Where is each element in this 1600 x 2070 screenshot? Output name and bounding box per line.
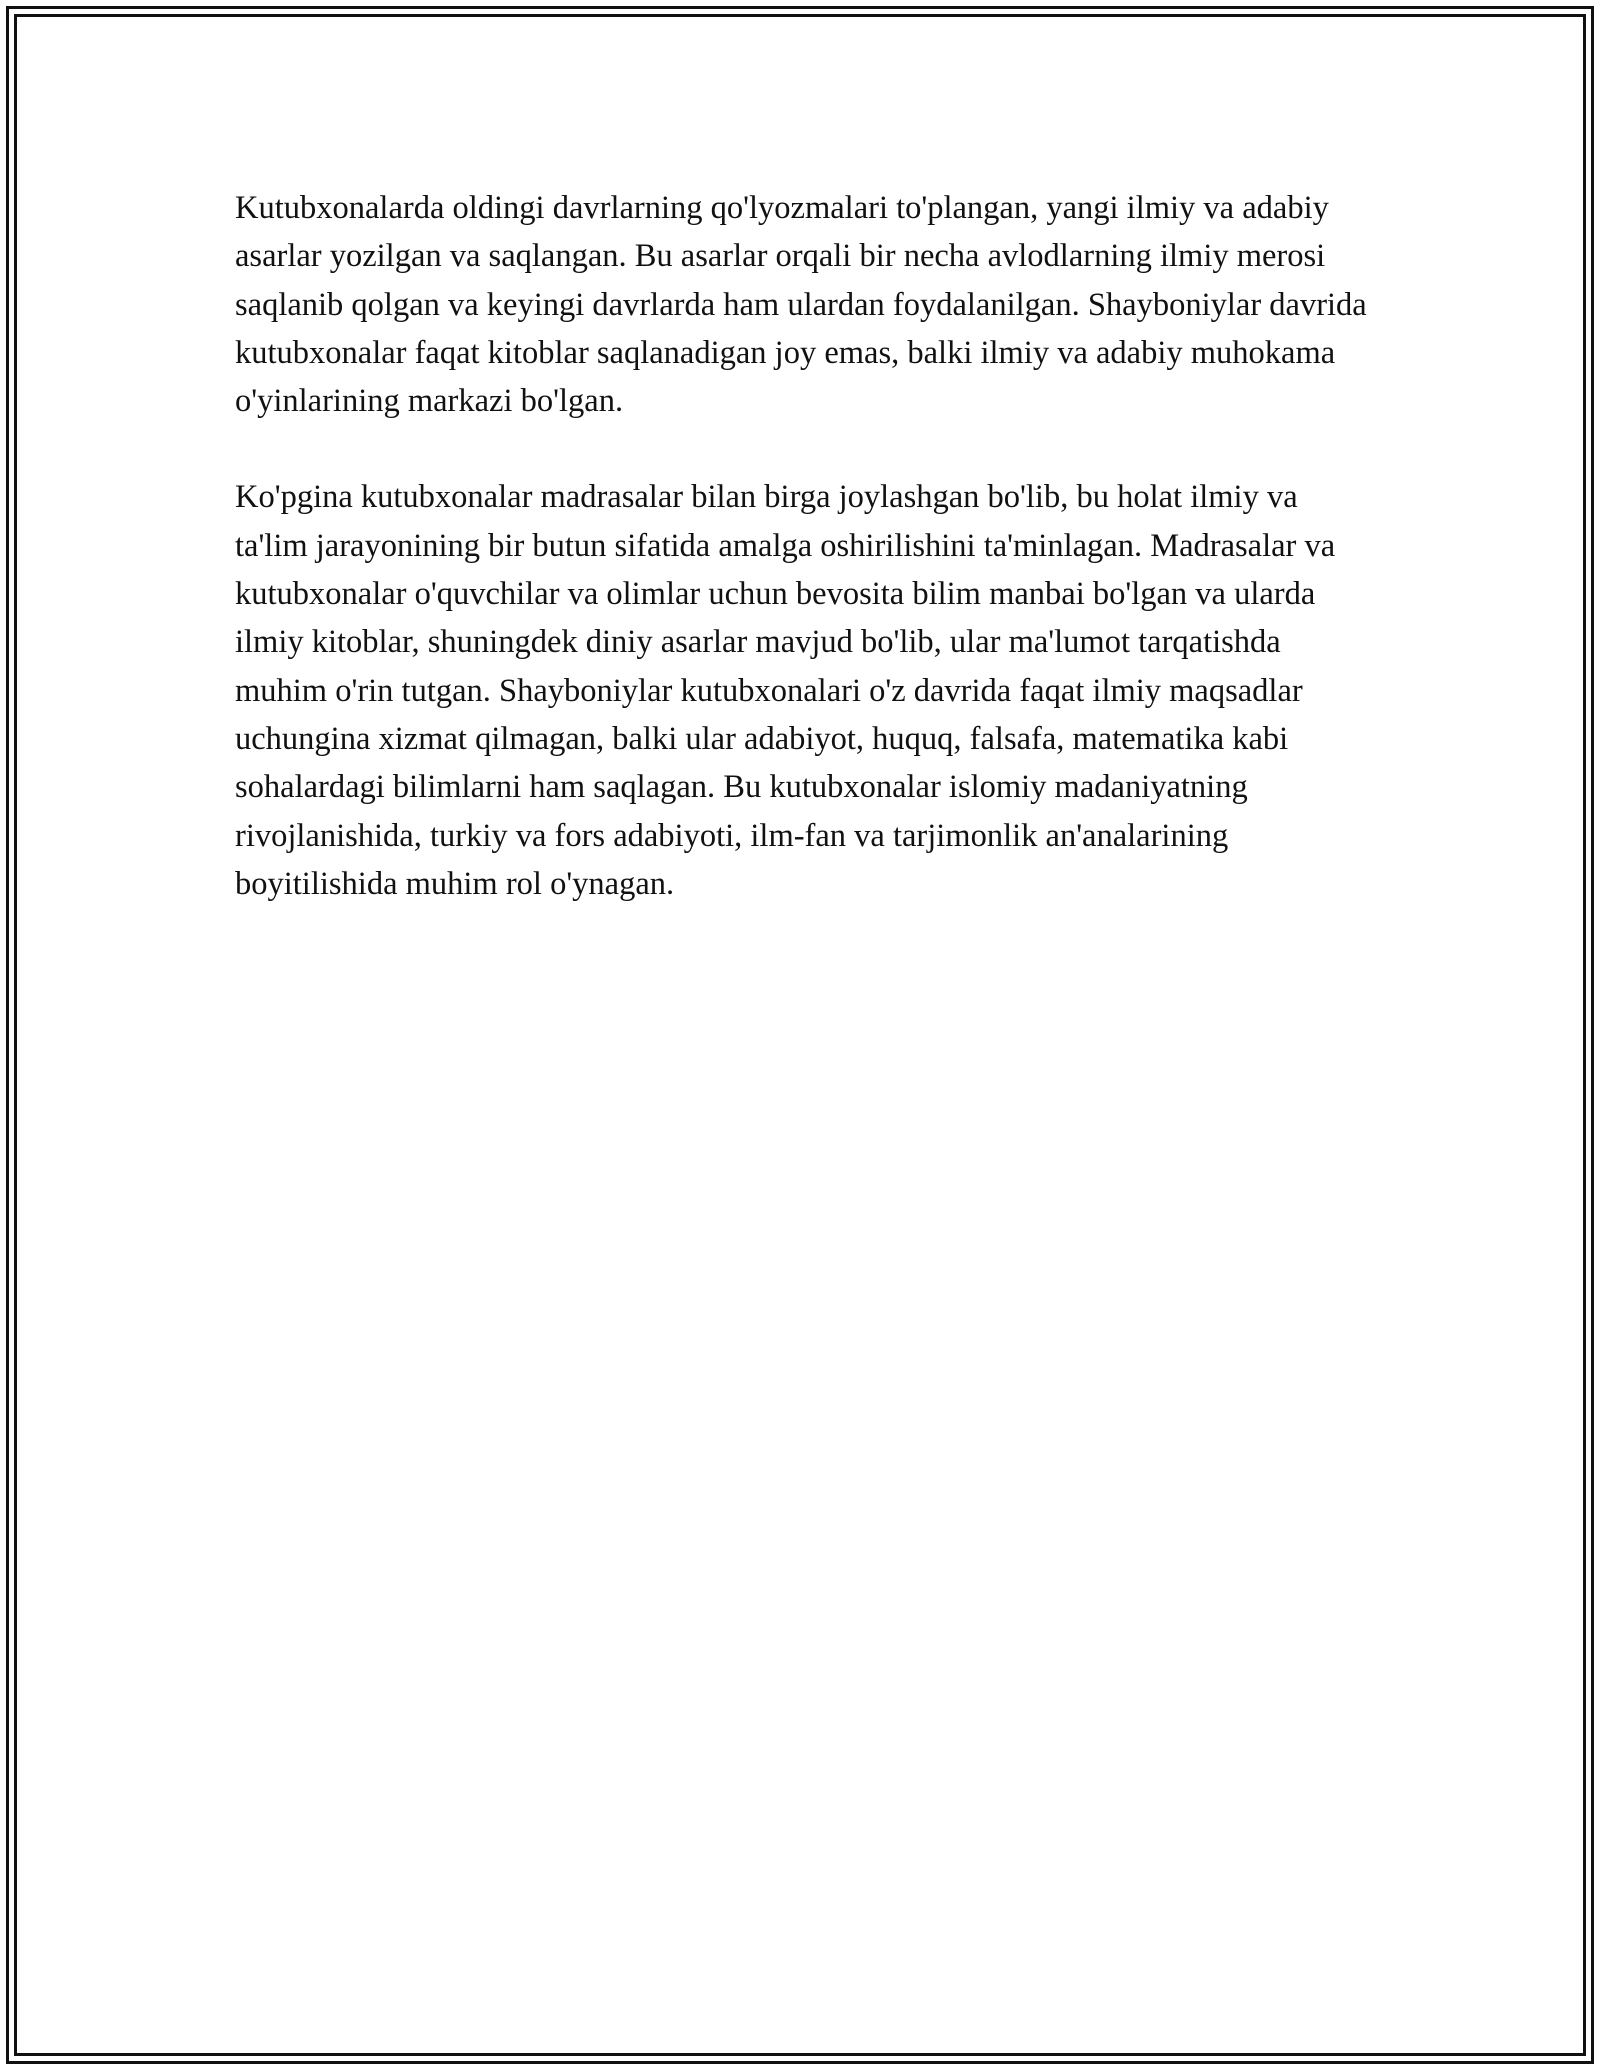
paragraph-1: Kutubxonalarda oldingi davrlarning qo'lyozmalari to'plangan, yangi ilmiy va adabiy asarlar yozilgan va saqlangan. Bu asarlar orqali bir necha avlodlarning ilmiy merosi saqlanib qolgan va keyingi davrlarda ham ulardan foydalanilgan. Shayboniylar davrida kutubxonalar faqat kitoblar saqlanadigan joy emas, balki ilmiy va adabiy muhokama o'yinlarining markazi bo'lgan. xyxy=(235,190,1367,420)
document-body xyxy=(235,184,1375,956)
paragraph-2: Ko'pgina kutubxonalar madrasalar bilan birga joylashgan bo'lib, bu holat ilmiy va ta'lim jarayonining bir butun sifatida amalga oshirilishini ta'minlagan. Madrasalar va kutubxonalar o'quvchilar va olimlar uchun bevosita bilim manbai bo'lgan va ularda ilmiy kitoblar, shuningdek diniy asarlar mavjud bo'lib, ular ma'lumot tarqatishda muhim o'rin tutgan. Shayboniylar kutubxonalari o'z davrida faqat ilmiy maqsadlar uchungina xizmat qilmagan, balki ular adabiyot, huquq, falsafa, matematika kabi sohalardagi bilimlarni ham saqlagan. Bu kutubxonalar islomiy madaniyatning rivojlanishida, turkiy va fors adabiyoti, ilm-fan va tarjimonlik an'analarining boyitilishida muhim rol o'ynagan. xyxy=(235,479,1336,902)
